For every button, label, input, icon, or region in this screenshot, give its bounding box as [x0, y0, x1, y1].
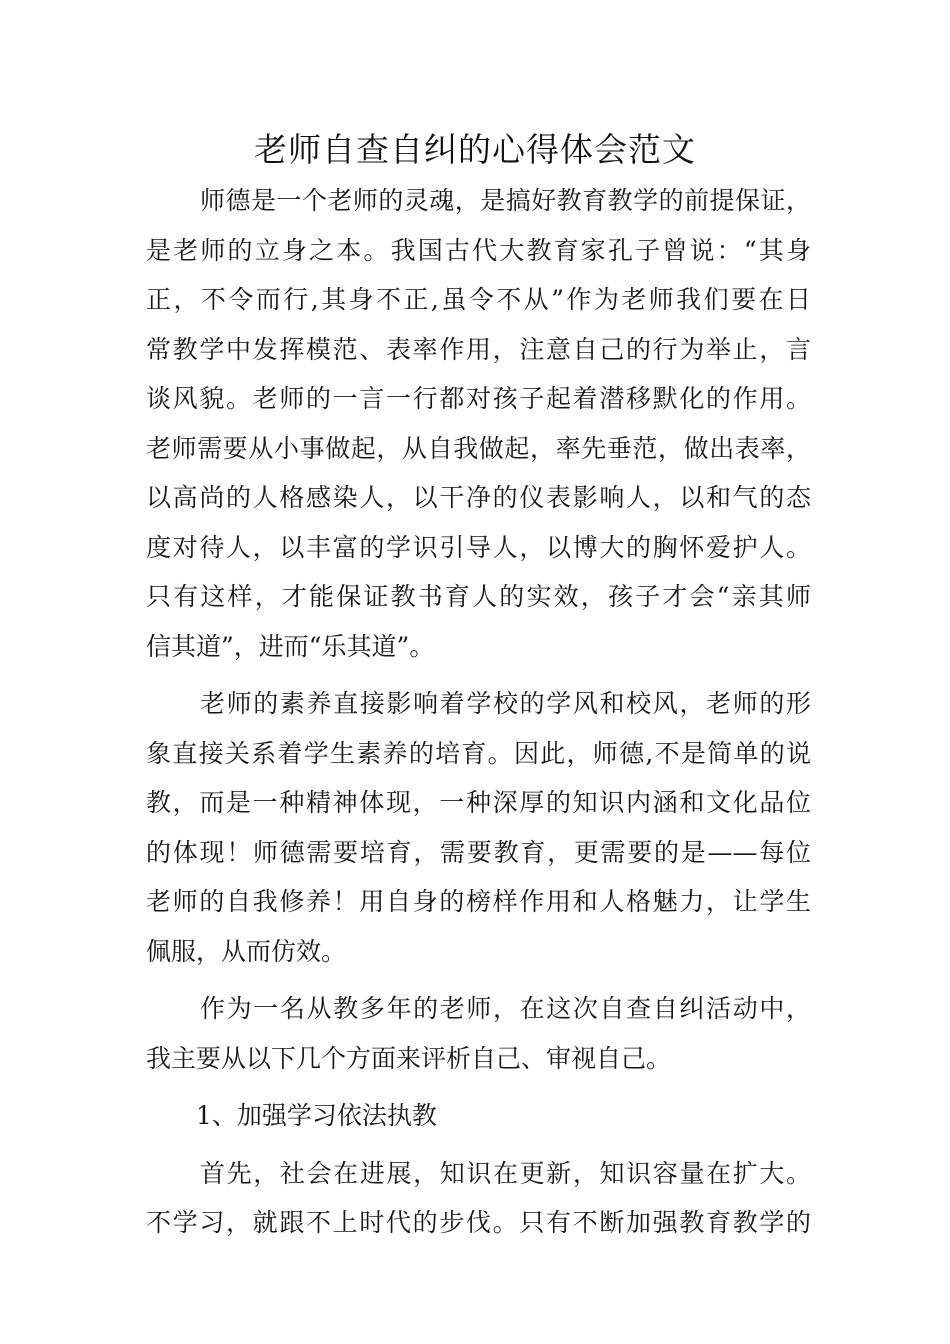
text-line: 的体现！师德需要培育，需要教育，更需要的是——每位	[146, 837, 811, 867]
text-line: 老师的素养直接影响着学校的学风和校风，老师的形	[200, 689, 811, 718]
text-line: 谈风貌。老师的一言一行都对孩子起着潜移默化的作用。	[146, 384, 811, 413]
text-line: 首先，社会在进展，知识在更新，知识容量在扩大。	[200, 1158, 811, 1188]
paragraph	[146, 679, 811, 976]
text-line: 正，不令而行,其身不正,虽令不从”作为老师我们要在日	[146, 285, 811, 314]
paragraph	[146, 176, 811, 671]
text-line: 信其道”，进而“乐其道”。	[146, 631, 435, 661]
paragraph	[146, 1149, 811, 1248]
text-line: 作为一名从教多年的老师，在这次自查自纠活动中，	[200, 994, 811, 1023]
text-line: 只有这样，才能保证教书育人的实效，孩子才会“亲其师	[146, 582, 811, 611]
paragraph	[146, 984, 811, 1083]
text-line: 我主要从以下几个方面来评析自己、审视自己。	[146, 1043, 672, 1073]
document-body	[146, 176, 811, 1248]
text-line: 佩服，从而仿效。	[146, 936, 347, 966]
text-line: 老师的自我修养！用自身的榜样作用和人格魅力，让学生	[146, 887, 811, 916]
text-line: 以高尚的人格感染人，以干净的仪表影响人，以和气的态	[146, 483, 811, 512]
text-line: 是老师的立身之本。我国古代大教育家孔子曾说：“其身	[146, 235, 811, 265]
text-line: 老师需要从小事做起，从自我做起，率先垂范，做出表率，	[146, 433, 811, 463]
text-line: 教，而是一种精神体现，一种深厚的知识内涵和文化品位	[146, 788, 811, 817]
text-line: 师德是一个老师的灵魂，是搞好教育教学的前提保证，	[200, 186, 811, 215]
text-line: 象直接关系着学生素养的培育。因此，师德,不是简单的说	[146, 738, 811, 768]
text-line: 不学习，就跟不上时代的步伐。只有不断加强教育教学的	[146, 1208, 811, 1237]
document-title: 老师自查自纠的心得体会范文	[254, 130, 696, 169]
text-line: 度对待人，以丰富的学识引导人，以博大的胸怀爱护人。	[146, 532, 811, 562]
text-line: 常教学中发挥模范、表率作用，注意自己的行为举止，言	[146, 334, 811, 364]
section-heading-text: 1、加强学习依法执教	[196, 1101, 437, 1130]
section-heading	[146, 1091, 811, 1141]
